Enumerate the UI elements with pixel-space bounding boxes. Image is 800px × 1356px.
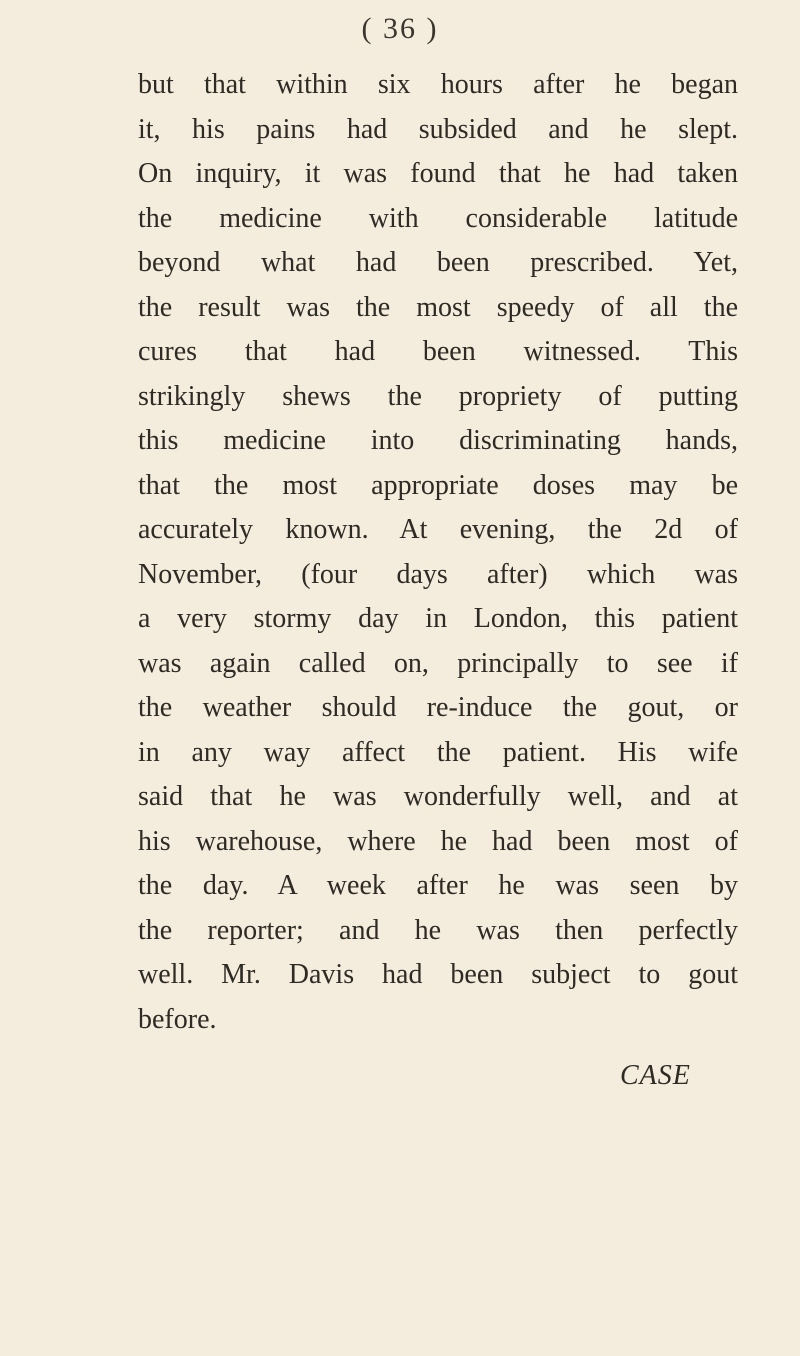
text-line: the reporter; and he was then perfectly [138, 914, 738, 946]
text-line: said that he was wonderfully well, and at [138, 781, 738, 812]
text-line: a very stormy day in London, this patient [138, 603, 738, 634]
text-line: but that within six hours after he began [138, 69, 738, 100]
page-number: ( 36 ) [361, 12, 439, 45]
text-line: beyond what had been prescribed. Yet, [138, 247, 738, 278]
text-line: November, (four days after) which was [138, 558, 738, 590]
text-line: the result was the most speedy of all the [138, 291, 738, 323]
text-line: in any way affect the patient. His wife [138, 736, 738, 768]
text-line: strikingly shews the propriety of putting [138, 380, 738, 412]
text-line: his warehouse, where he had been most of [138, 825, 738, 857]
text-line: the day. A week after he was seen by [138, 870, 738, 901]
text-line: this medicine into discriminating hands, [138, 425, 738, 456]
text-line: the medicine with considerable latitude [138, 202, 738, 234]
text-line: that the most appropriate doses may be [138, 469, 738, 501]
text-line: On inquiry, it was found that he had taken [138, 158, 738, 189]
text-line: accurately known. At evening, the 2d of [138, 514, 738, 545]
catchword: CASE [620, 1060, 691, 1091]
body-text [138, 63, 738, 1042]
text-line: the weather should re-induce the gout, or [138, 692, 738, 723]
text-line: before. [138, 1003, 217, 1035]
text-line: well. Mr. Davis had been subject to gout [138, 959, 738, 990]
text-line: was again called on, principally to see if [138, 647, 738, 679]
text-line: cures that had been witnessed. This [138, 336, 738, 367]
text-line: it, his pains had subsided and he slept. [138, 113, 738, 145]
